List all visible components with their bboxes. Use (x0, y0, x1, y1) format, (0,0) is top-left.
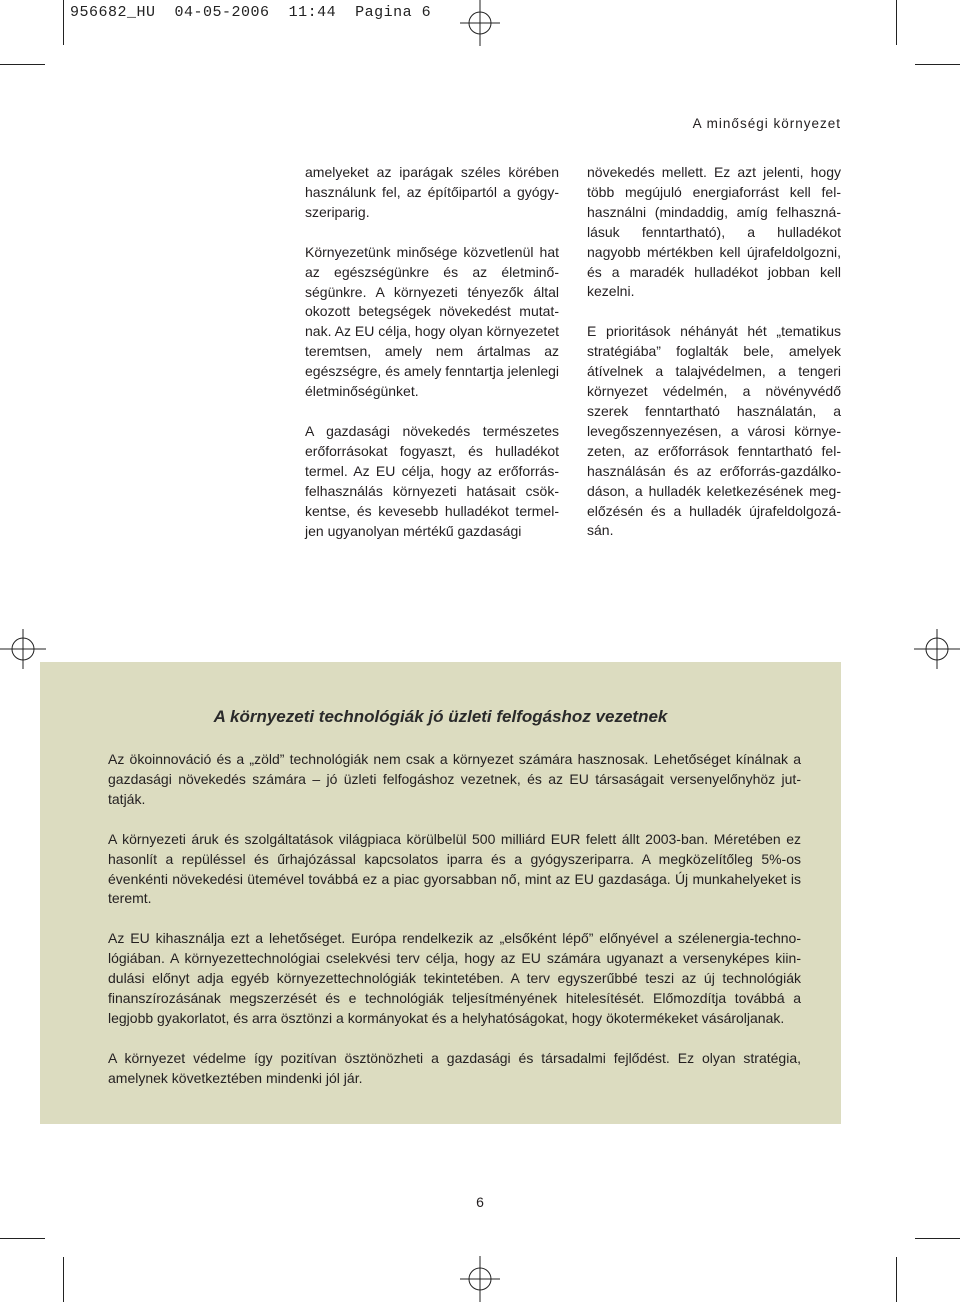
crop-mark-top-right-vertical (896, 0, 897, 45)
printer-slug (70, 4, 431, 21)
running-head: A minőségi környezet (692, 116, 841, 131)
box-title: A környezeti technológiák jó üzleti felfogáshoz vezetnek (213, 707, 668, 726)
box-paragraph: Az EU kihasználja ezt a lehetőséget. Európa rendelkezik az „elsőként lépő” előnyével a szélenergia-technológiában. A környezettechnológiai cselekvési terv célja, hogy az EU számára ugyanazt a versenyképes kiindulási előnyt adja egyéb környezettechnológiák tekintetében. A terv egyszerűbbé teszi az új technológiák finanszírozásának megszerzését és e technológiák teljesítményének hitelesítését. Előmozdítja továbbá a legjobb gyakorlatot, és arra ösztönzi a kormányokat és a helyhatóságokat, hogy ökotermékeket vásároljanak. (108, 930, 801, 1026)
paragraph: növekedés mellett. Ez azt jelenti, hogy több megújuló energiaforrást kell felhasználni (mindaddig, amíg felhasználásuk fenntartható), a hulladékot nagyobb mértékben kell újrafeldolgozni, és a maradék hulladékot jobban kell kezelni. (587, 164, 841, 300)
paragraph: E prioritások néhányát hét „tematikus stratégiába” foglalták bele, amelyek átívelnek a talajvédelmen, a tengeri környezet védelmén, a növényvédő szerek fenntartható használatán, a levegőszennyezésen, a városi környezeten, az erőforrások fenntartható felhasználásán és az erőforrás-gazdálkodáson, a hulladék keletkezésének megelőzésén és a hulladék újrafeldolgozásán. (587, 323, 841, 539)
crop-mark-top-left-horizontal (0, 64, 45, 65)
crop-mark-top-left-vertical (63, 0, 64, 45)
paragraph: A gazdasági növekedés természetes erőforrásokat fogyaszt, és hulladékot termel. Az EU célja, hogy az erőforrásfelhasználás környezeti hatásait csökkentse, és kevesebb hulladékot termeljen ugyanolyan mértékű gazdasági (305, 422, 559, 539)
crop-mark-bottom-right-vertical (896, 1257, 897, 1302)
registration-mark-right-icon (914, 627, 960, 671)
registration-mark-top-icon (458, 0, 502, 46)
highlight-box (40, 662, 841, 1124)
box-paragraph: A környezeti áruk és szolgáltatások világpiaca körülbelül 500 milliárd EUR felett állt 2003-ban. Méretében ez hasonlít a repüléssel és űrhajózással kapcsolatos iparra és a gyógyszeriparra. A megközelítőleg 5%-os évenkénti növekedési ütemével továbbá ez a piac gyorsabban nő, mint az EU gazdasága. Új munkahelyeket is teremt. (108, 830, 801, 907)
slug-code: 956682_HU (70, 4, 156, 21)
crop-mark-top-right-horizontal (915, 64, 960, 65)
box-paragraph: A környezet védelme így pozitívan ösztönözheti a gazdasági és társadalmi fejlődést. Ez olyan stratégia, amelynek következtében mindenki jól jár. (108, 1049, 801, 1086)
crop-mark-bottom-left-vertical (63, 1257, 64, 1302)
text-column-left (305, 163, 559, 561)
slug-page-label: Pagina 6 (355, 4, 432, 21)
slug-date: 04-05-2006 (174, 4, 270, 21)
page-number: 6 (476, 1194, 484, 1210)
box-body (108, 750, 801, 1109)
paragraph: Környezetünk minősége közvetlenül hat az egészségünkre és az életminőségünkre. A környezeti tényezők által okozott betegségek növekedést mutatnak. Az EU célja, hogy olyan környezetet teremtsen, amely nem ártalmas az egészségre, és amely fenntartja jelenlegi életminőségünket. (305, 243, 559, 400)
box-paragraph: Az ökoinnováció és a „zöld” technológiák nem csak a környezet számára hasznosak. Lehetőséget kínálnak a gazdasági növekedés számára – jó üzleti felfogáshoz vezetnek, és az EU társaságait versenyelőnyhöz juttatják. (108, 751, 801, 807)
registration-mark-bottom-icon (458, 1256, 502, 1302)
text-column-right (587, 163, 841, 561)
paragraph: amelyeket az iparágak széles körében használunk fel, az építőipartól a gyógyszeriparig. (305, 164, 559, 220)
crop-mark-bottom-right-horizontal (915, 1238, 960, 1239)
crop-mark-bottom-left-horizontal (0, 1238, 45, 1239)
slug-time: 11:44 (288, 4, 337, 21)
